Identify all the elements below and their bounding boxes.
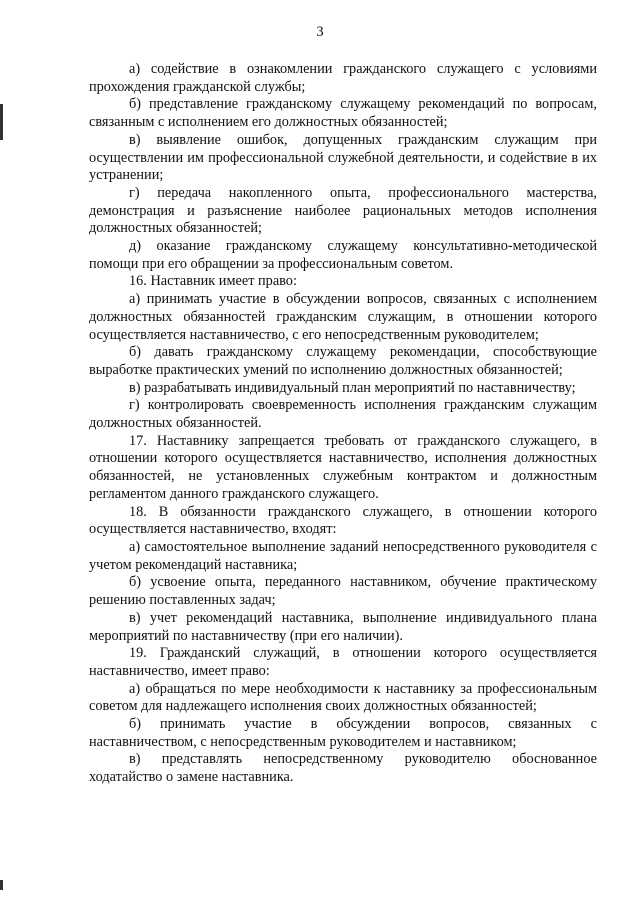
paragraph: а) обращаться по мере необходимости к наставнику за профессиональным советом для надлежащего исполнения своих должностных обязанностей;: [89, 680, 597, 715]
paragraph: а) содействие в ознакомлении гражданского служащего с условиями прохождения гражданской службы;: [89, 61, 597, 95]
paragraph: 17. Наставнику запрещается требовать от гражданского служащего, в отношении которого осуществляется наставничество, исполнения должностных обязанностей, не установленных служебным контрактом и должностным регламентом данного гражданского служащего.: [89, 432, 597, 502]
paragraph: б) давать гражданскому служащему рекомендации, способствующие выработке практических умений по исполнению должностных обязанностей;: [89, 344, 597, 378]
paragraph: 18. В обязанности гражданского служащего, в отношении которого осуществляется наставничество, входят:: [89, 503, 597, 538]
page-number: 3: [316, 24, 324, 40]
paragraph: б) принимать участие в обсуждении вопросов, связанных с наставничеством, с непосредственным руководителем и наставником;: [89, 716, 597, 750]
paragraph: в) учет рекомендаций наставника, выполнение индивидуального плана мероприятий по наставничеству (при его наличии).: [89, 609, 597, 644]
paragraph: в) представлять непосредственному руководителю обоснованное ходатайство о замене наставника.: [89, 751, 597, 786]
document-body: [89, 61, 597, 787]
paragraph: а) принимать участие в обсуждении вопросов, связанных с исполнением должностных обязанностей гражданским служащим, в отношении которого осуществляется наставничество, с его непосредственным руководителем;: [89, 291, 597, 343]
paragraph: 16. Наставник имеет право:: [129, 273, 297, 290]
paragraph: д) оказание гражданскому служащему консультативно-методической помощи при его обращении за профессиональным советом.: [89, 238, 597, 272]
paragraph: в) разрабатывать индивидуальный план мероприятий по наставничеству;: [129, 379, 576, 396]
paragraph: в) выявление ошибок, допущенных гражданским служащим при осуществлении им профессиональной служебной деятельности, и содействие в их устранении;: [89, 131, 597, 184]
scan-edge-mark: [0, 880, 3, 890]
paragraph: 19. Гражданский служащий, в отношении которого осуществляется наставничество, имеет право:: [89, 645, 597, 679]
paragraph: г) передача накопленного опыта, профессионального мастерства, демонстрация и разъяснение наиболее рациональных методов исполнения должностных обязанностей;: [89, 184, 597, 237]
scan-edge-mark: [0, 104, 3, 140]
paragraph: г) контролировать своевременность исполнения гражданским служащим должностных обязанностей.: [89, 397, 597, 432]
paragraph: б) усвоение опыта, переданного наставником, обучение практическому решению поставленных задач;: [89, 574, 597, 609]
paragraph: б) представление гражданскому служащему рекомендаций по вопросам, связанным с исполнением его должностных обязанностей;: [89, 96, 597, 131]
paragraph: а) самостоятельное выполнение заданий непосредственного руководителя с учетом рекомендаций наставника;: [89, 538, 597, 573]
